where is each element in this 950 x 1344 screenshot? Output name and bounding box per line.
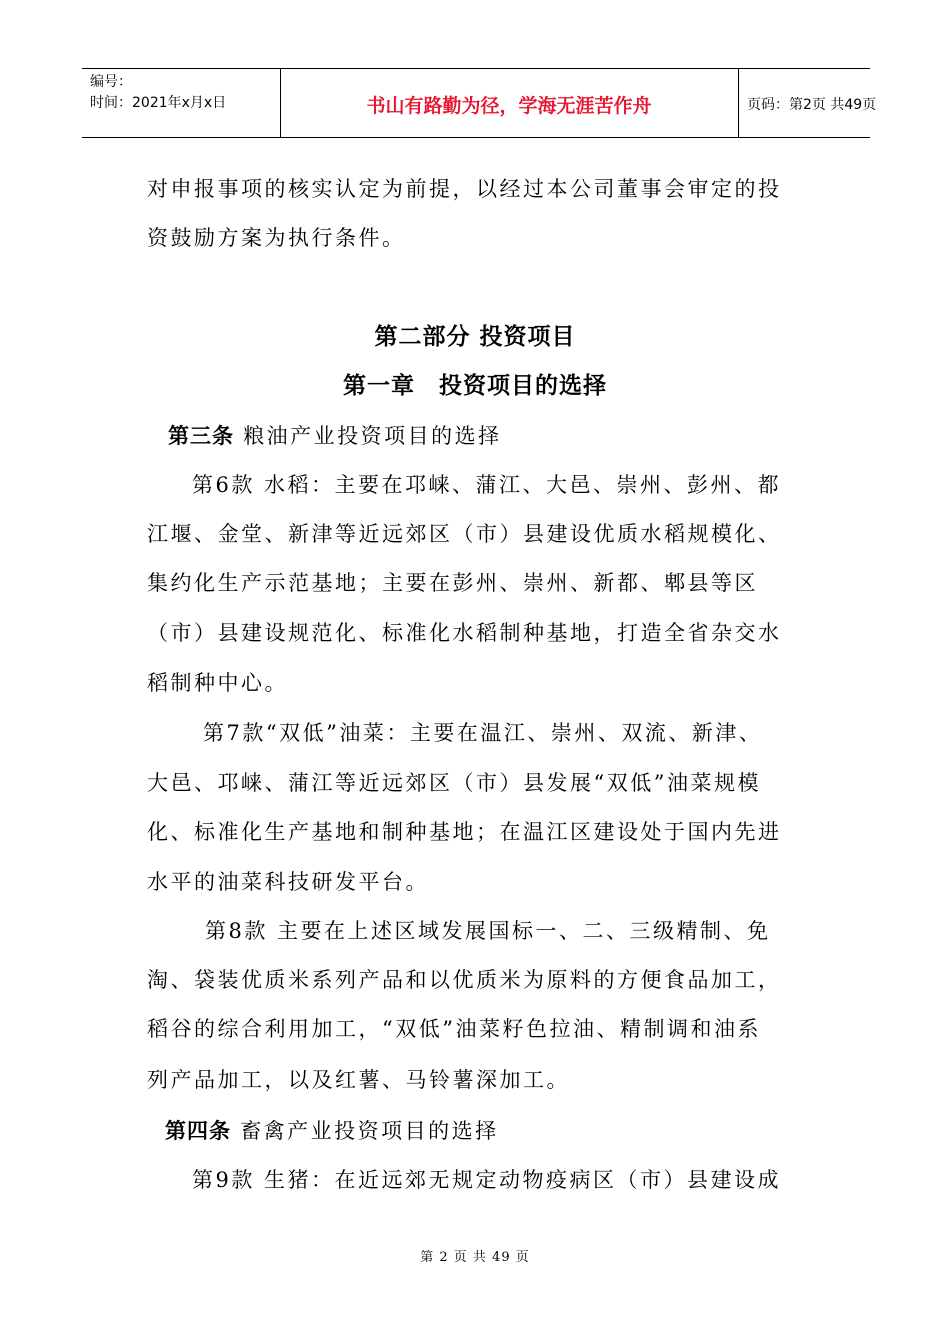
intro-line-1: 对申报事项的核实认定为前提，以经过本公司董事会审定的投: [147, 177, 782, 201]
article-4-label: 第四条: [165, 1119, 231, 1143]
intro-line-2: 资鼓励方案为执行条件。: [147, 226, 406, 250]
clause-6-line-4: （市）县建设规范化、标准化水稻制种基地，打造全省杂交水: [147, 621, 782, 645]
chapter-title: 第一章 投资项目的选择: [343, 373, 607, 399]
header-motto: 书山有路勤为径，学海无涯苦作舟: [366, 95, 652, 117]
clause-7-line-2: 大邑、邛崃、蒲江等近远郊区（市）县发展“双低”油菜规模: [147, 771, 761, 795]
article-4-title: 畜禽产业投资项目的选择: [240, 1119, 499, 1143]
header-middle-cell: [280, 69, 739, 137]
part-title: 第二部分 投资项目: [374, 324, 576, 350]
clause-7-line-4: 水平的油菜科技研发平台。: [147, 870, 429, 894]
header-right-cell: [739, 69, 877, 137]
clause-8-line-3: 稻谷的综合利用加工，“双低”油菜籽色拉油、精制调和油系: [147, 1017, 761, 1041]
document-date-label: 时间：2021年x月x日: [90, 95, 227, 111]
clause-7-line-1: 第7款“双低”油菜：主要在温江、崇州、双流、新津、: [203, 721, 763, 745]
article-4-heading: [165, 1117, 499, 1145]
clause-6-line-1: 第6款 水稻：主要在邛崃、蒲江、大邑、崇州、彭州、都: [192, 473, 782, 497]
article-3-label: 第三条: [168, 424, 234, 448]
header-page-info: 页码：第2页 共49页: [747, 97, 877, 113]
clause-8-line-4: 列产品加工，以及红薯、马铃薯深加工。: [147, 1068, 570, 1092]
article-3-title: 粮油产业投资项目的选择: [243, 424, 502, 448]
document-number-label: 编号：: [90, 74, 132, 90]
clause-7-line-3: 化、标准化生产基地和制种基地；在温江区建设处于国内先进: [147, 820, 782, 844]
header-left-cell: [82, 69, 281, 137]
page-footer: 第 2 页 共 49 页: [420, 1250, 530, 1265]
clause-6-line-5: 稻制种中心。: [147, 671, 288, 695]
article-3-heading: [168, 422, 502, 450]
clause-8-line-2: 淘、袋装优质米系列产品和以优质米为原料的方便食品加工，: [147, 968, 782, 992]
clause-9-line-1: 第9款 生猪：在近远郊无规定动物疫病区（市）县建设成: [192, 1168, 782, 1192]
clause-6-line-2: 江堰、金堂、新津等近远郊区（市）县建设优质水稻规模化、: [147, 522, 782, 546]
clause-8-line-1: 第8款 主要在上述区域发展国标一、二、三级精制、免: [205, 919, 771, 943]
page-header: [82, 68, 877, 138]
clause-6-line-3: 集约化生产示范基地；主要在彭州、崇州、新都、郫县等区: [147, 571, 758, 595]
